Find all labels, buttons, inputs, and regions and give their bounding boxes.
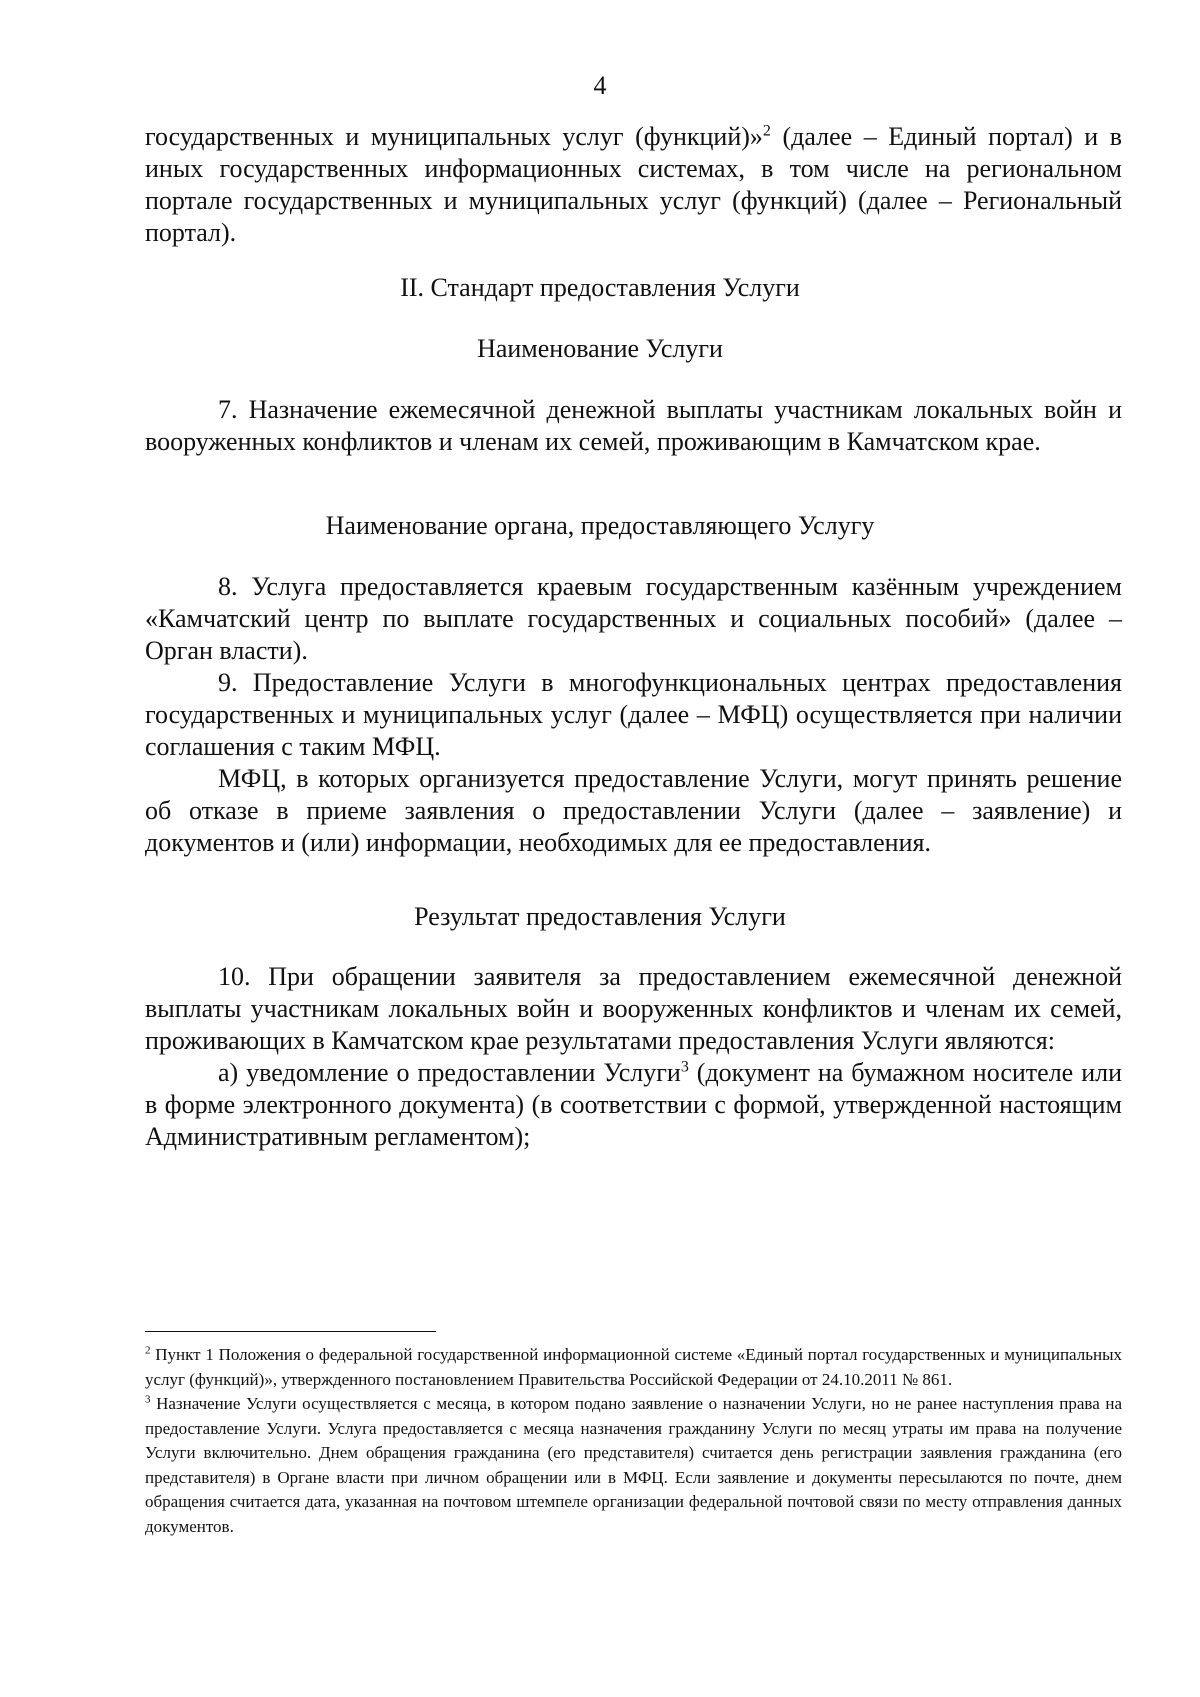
intro-paragraph: [145, 121, 1122, 249]
paragraph-9-text: 9. Предоставление Услуги в многофункциональных центрах предоставления государственных и муниципальных услуг (далее – МФЦ) осуществляется при наличии соглашения с таким МФЦ.: [145, 668, 1122, 761]
footnote-mark-2: 2: [145, 1344, 151, 1357]
intro-text-start: государственных и муниципальных услуг (функций)»: [145, 122, 763, 151]
intro-text-end: (далее – Единый портал) и в иных государственных информационных системах, в том числе на региональном портале государственных и муниципальных услуг (функций) (далее – Региональный портал).: [145, 122, 1122, 247]
paragraphs-8-9: [145, 571, 1122, 859]
footnote-3: [145, 1392, 1122, 1539]
paragraph-7: [145, 394, 1122, 458]
footnote-separator: [145, 1331, 436, 1332]
paragraph-7-text: 7. Назначение ежемесячной денежной выплаты участникам локальных войн и вооруженных конфликтов и членам их семей, проживающим в Камчатском крае.: [145, 395, 1122, 456]
footnotes: [145, 1343, 1122, 1539]
footnote-mark-3: 3: [145, 1393, 151, 1406]
paragraph-10-text: 10. При обращении заявителя за предоставлением ежемесячной денежной выплаты участникам локальных войн и вооруженных конфликтов и членам их семей, проживающих в Камчатском крае результатами предоставления Услуги являются:: [145, 962, 1122, 1055]
heading-service-name: Наименование Услуги: [477, 334, 723, 363]
footnote-2: [145, 1343, 1122, 1392]
paragraph-9b-text: МФЦ, в которых организуется предоставление Услуги, могут принять решение об отказе в приеме заявления о предоставлении Услуги (далее – заявление) и документов и (или) информации, необходимых для ее предоставления.: [145, 764, 1122, 857]
heading-result: Результат предоставления Услуги: [414, 902, 786, 931]
paragraph-10a: [145, 1057, 1122, 1153]
paragraph-10a-text-end: (документ на бумажном носителе или в форме электронного документа) (в соответствии с формой, утвержденной настоящим Административным регламентом);: [145, 1058, 1122, 1151]
footnote-3-text: Назначение Услуги осуществляется с месяца, в котором подано заявление о назначении Услуги, но не ранее наступления права на предоставление Услуги. Услуга предоставляется с месяца назначения гражданину Услуги по месяц утраты им права на получение Услуги включительно. Днем обращения гражданина (его представителя) считается день регистрации заявления гражданина (его представителя) в Органе власти при личном обращении или в МФЦ. Если заявление и документы пересылаются по почте, днем обращения считается дата, указанная на почтовом штемпеле организации федеральной почтовой связи по месту отправления данных документов.: [145, 1394, 1122, 1536]
heading-organ: Наименование органа, предоставляющего Услугу: [325, 511, 875, 540]
page-number: 4: [593, 71, 607, 100]
paragraphs-10: [145, 961, 1122, 1153]
footnote-ref-2: 2: [762, 122, 771, 140]
footnote-ref-3: 3: [680, 1058, 689, 1076]
footnote-2-text: Пункт 1 Положения о федеральной государственной информационной системе «Единый портал государственных и муниципальных услуг (функций)», утвержденного постановлением Правительства Российской Федерации от 24.10.2011 № 861.: [145, 1345, 1122, 1389]
paragraph-10a-text-start: а) уведомление о предоставлении Услуги: [218, 1058, 681, 1087]
paragraph-8-text: 8. Услуга предоставляется краевым государственным казённым учреждением «Камчатский центр по выплате государственных и социальных пособий» (далее – Орган власти).: [145, 572, 1122, 665]
section-title: II. Стандарт предоставления Услуги: [400, 273, 800, 302]
